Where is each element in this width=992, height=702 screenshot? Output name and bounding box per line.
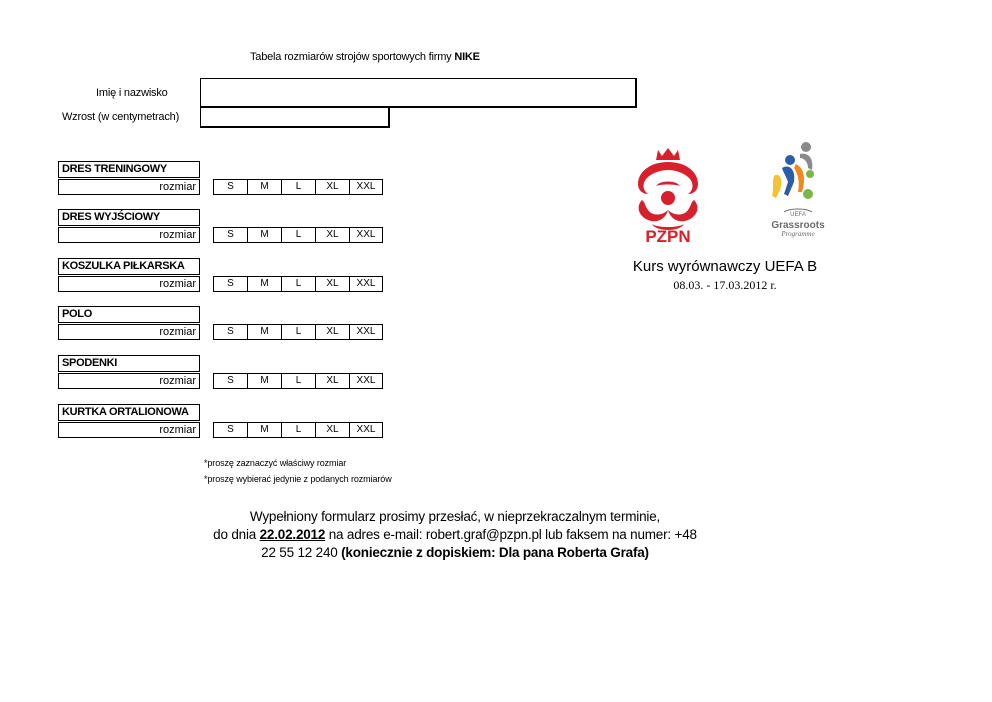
size-option-s[interactable]: S: [213, 373, 247, 389]
instructions-line-1: Wypełniony formularz prosimy przesłać, w nieprzekraczalnym terminie,: [249, 509, 661, 524]
name-input[interactable]: [200, 78, 637, 108]
size-option-s[interactable]: S: [213, 179, 247, 195]
brand-name: NIKE: [454, 51, 480, 63]
page-title: Tabela rozmiarów strojów sportowych firmy NIKE: [250, 51, 480, 63]
size-option-xxl[interactable]: XXL: [349, 324, 383, 340]
size-option-xl[interactable]: XL: [315, 324, 349, 340]
height-input[interactable]: [200, 107, 390, 128]
deadline-date: 22.02.2012: [259, 527, 326, 542]
uefa-grassroots-logo: [768, 138, 828, 246]
section-name: KOSZULKA PIŁKARSKA: [58, 258, 200, 275]
size-option-l[interactable]: L: [281, 179, 315, 195]
section-name: POLO: [58, 306, 200, 323]
size-option-xl[interactable]: XL: [315, 276, 349, 292]
section-name: DRES WYJŚCIOWY: [58, 209, 200, 226]
size-option-s[interactable]: S: [213, 324, 247, 340]
size-option-m[interactable]: M: [247, 179, 281, 195]
size-option-m[interactable]: M: [247, 373, 281, 389]
size-option-l[interactable]: L: [281, 422, 315, 438]
size-option-m[interactable]: M: [247, 324, 281, 340]
pzpn-logo: [628, 146, 708, 246]
size-row-label: rozmiar: [58, 276, 200, 292]
size-option-m[interactable]: M: [247, 227, 281, 243]
size-option-m[interactable]: M: [247, 276, 281, 292]
section-name: KURTKA ORTALIONOWA: [58, 404, 200, 421]
size-row-label: rozmiar: [58, 227, 200, 243]
size-option-xl[interactable]: XL: [315, 179, 349, 195]
course-dates: 08.03. - 17.03.2012 r.: [673, 278, 777, 292]
size-options: [213, 373, 383, 389]
size-options: [213, 324, 383, 340]
size-option-xxl[interactable]: XXL: [349, 227, 383, 243]
size-row-label: rozmiar: [58, 179, 200, 195]
size-options: [213, 422, 383, 438]
size-option-xl[interactable]: XL: [315, 373, 349, 389]
name-label: Imię i nazwisko: [96, 87, 168, 99]
size-row-label: rozmiar: [58, 422, 200, 438]
uefa-text: UEFA: [790, 212, 806, 218]
grassroots-text: Grassroots: [771, 220, 825, 231]
size-option-xl[interactable]: XL: [315, 227, 349, 243]
pzpn-eagle-icon: [628, 146, 708, 246]
instructions-line-3: 22 55 12 240 (koniecznie z dopiskiem: Dla pana Roberta Grafa): [261, 545, 649, 560]
programme-text: Programme: [781, 230, 815, 238]
height-label: Wzrost (w centymetrach): [62, 111, 180, 123]
size-option-xxl[interactable]: XXL: [349, 276, 383, 292]
size-option-xxl[interactable]: XXL: [349, 422, 383, 438]
instructions-line-2: do dnia 22.02.2012 na adres e-mail: robert.graf@pzpn.pl lub faksem na numer: +48: [213, 527, 697, 542]
size-options: [213, 179, 383, 195]
size-option-s[interactable]: S: [213, 227, 247, 243]
course-title: Kurs wyrównawczy UEFA B: [632, 258, 818, 275]
size-option-l[interactable]: L: [281, 324, 315, 340]
size-option-s[interactable]: S: [213, 422, 247, 438]
note-1: *proszę zaznaczyć właściwy rozmiar: [204, 458, 347, 468]
grassroots-figures-icon: [768, 138, 828, 246]
size-row-label: rozmiar: [58, 324, 200, 340]
instructions: [190, 508, 720, 562]
size-options: [213, 227, 383, 243]
section-name: DRES TRENINGOWY: [58, 161, 200, 178]
size-row-label: rozmiar: [58, 373, 200, 389]
note-2: *proszę wybierać jedynie z podanych rozmiarów: [204, 474, 392, 484]
size-option-xl[interactable]: XL: [315, 422, 349, 438]
pzpn-text: PZPN: [645, 227, 691, 246]
size-option-l[interactable]: L: [281, 227, 315, 243]
size-option-xxl[interactable]: XXL: [349, 179, 383, 195]
size-options: [213, 276, 383, 292]
size-option-xxl[interactable]: XXL: [349, 373, 383, 389]
size-option-l[interactable]: L: [281, 373, 315, 389]
size-option-m[interactable]: M: [247, 422, 281, 438]
size-option-l[interactable]: L: [281, 276, 315, 292]
section-name: SPODENKI: [58, 355, 200, 372]
size-option-s[interactable]: S: [213, 276, 247, 292]
